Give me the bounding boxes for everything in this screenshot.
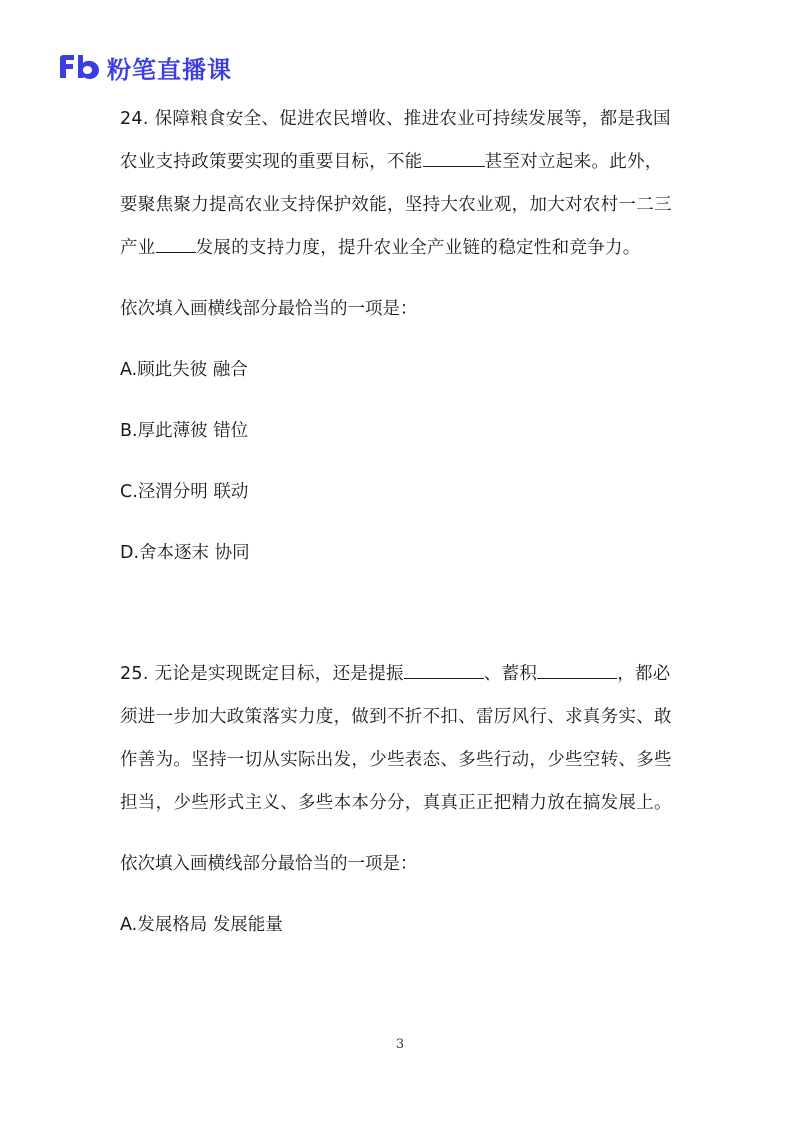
q25-text-part1: 25. 无论是实现既定目标，还是提振 <box>120 664 404 684</box>
q24-instruction: 依次填入画横线部分最恰当的一项是： <box>120 299 418 319</box>
brand-header <box>57 50 232 84</box>
q24-blank-1 <box>423 149 485 168</box>
q24-text-part3: 发展的支持力度，提升农业全产业链的稳定性和竞争力。 <box>195 238 641 258</box>
brand-name: 粉笔直播课 <box>107 55 232 84</box>
q25-option-a: A.发展格局 发展能量 <box>120 915 283 935</box>
fb-logo-icon <box>57 52 101 82</box>
q25-blank-1 <box>404 661 484 680</box>
q24-option-b: B.厚此薄彼 错位 <box>120 421 249 441</box>
q24-option-c: C.泾渭分明 联动 <box>120 482 249 502</box>
q24-text-part1: 24. 保障粮食安全、促进农民增收、推进农业可持续发展等，都是我国农业支持政策要实现的重要目标，不能 <box>120 109 671 172</box>
q24-option-d: D.舍本逐末 协同 <box>120 543 250 563</box>
q25-text-part2: 、蓄积 <box>483 664 538 684</box>
document-body <box>120 98 680 947</box>
question-25-stem <box>120 653 680 825</box>
q25-blank-2 <box>537 661 617 680</box>
q25-text-part3: ，都必须进一步加大政策落实力度，做到不折不扣、雷厉风行、求真务实、敢作善为。坚持一切从实际出发，少些表态、多些行动，少些空转、多些担当，少些形式主义、多些本本分分，真真正正把精力放在搞发展上。 <box>120 664 672 813</box>
q24-text-part2: 甚至对立起来。此外，要聚焦聚力提高农业支持保护效能，坚持大农业观，加大对农村一二三产业 <box>120 152 672 258</box>
q24-option-a: A.顾此失彼 融合 <box>120 360 248 380</box>
page-number: 3 <box>395 1037 405 1052</box>
q24-blank-2 <box>156 235 196 254</box>
question-24-stem <box>120 98 680 270</box>
q25-instruction: 依次填入画横线部分最恰当的一项是： <box>120 854 418 874</box>
